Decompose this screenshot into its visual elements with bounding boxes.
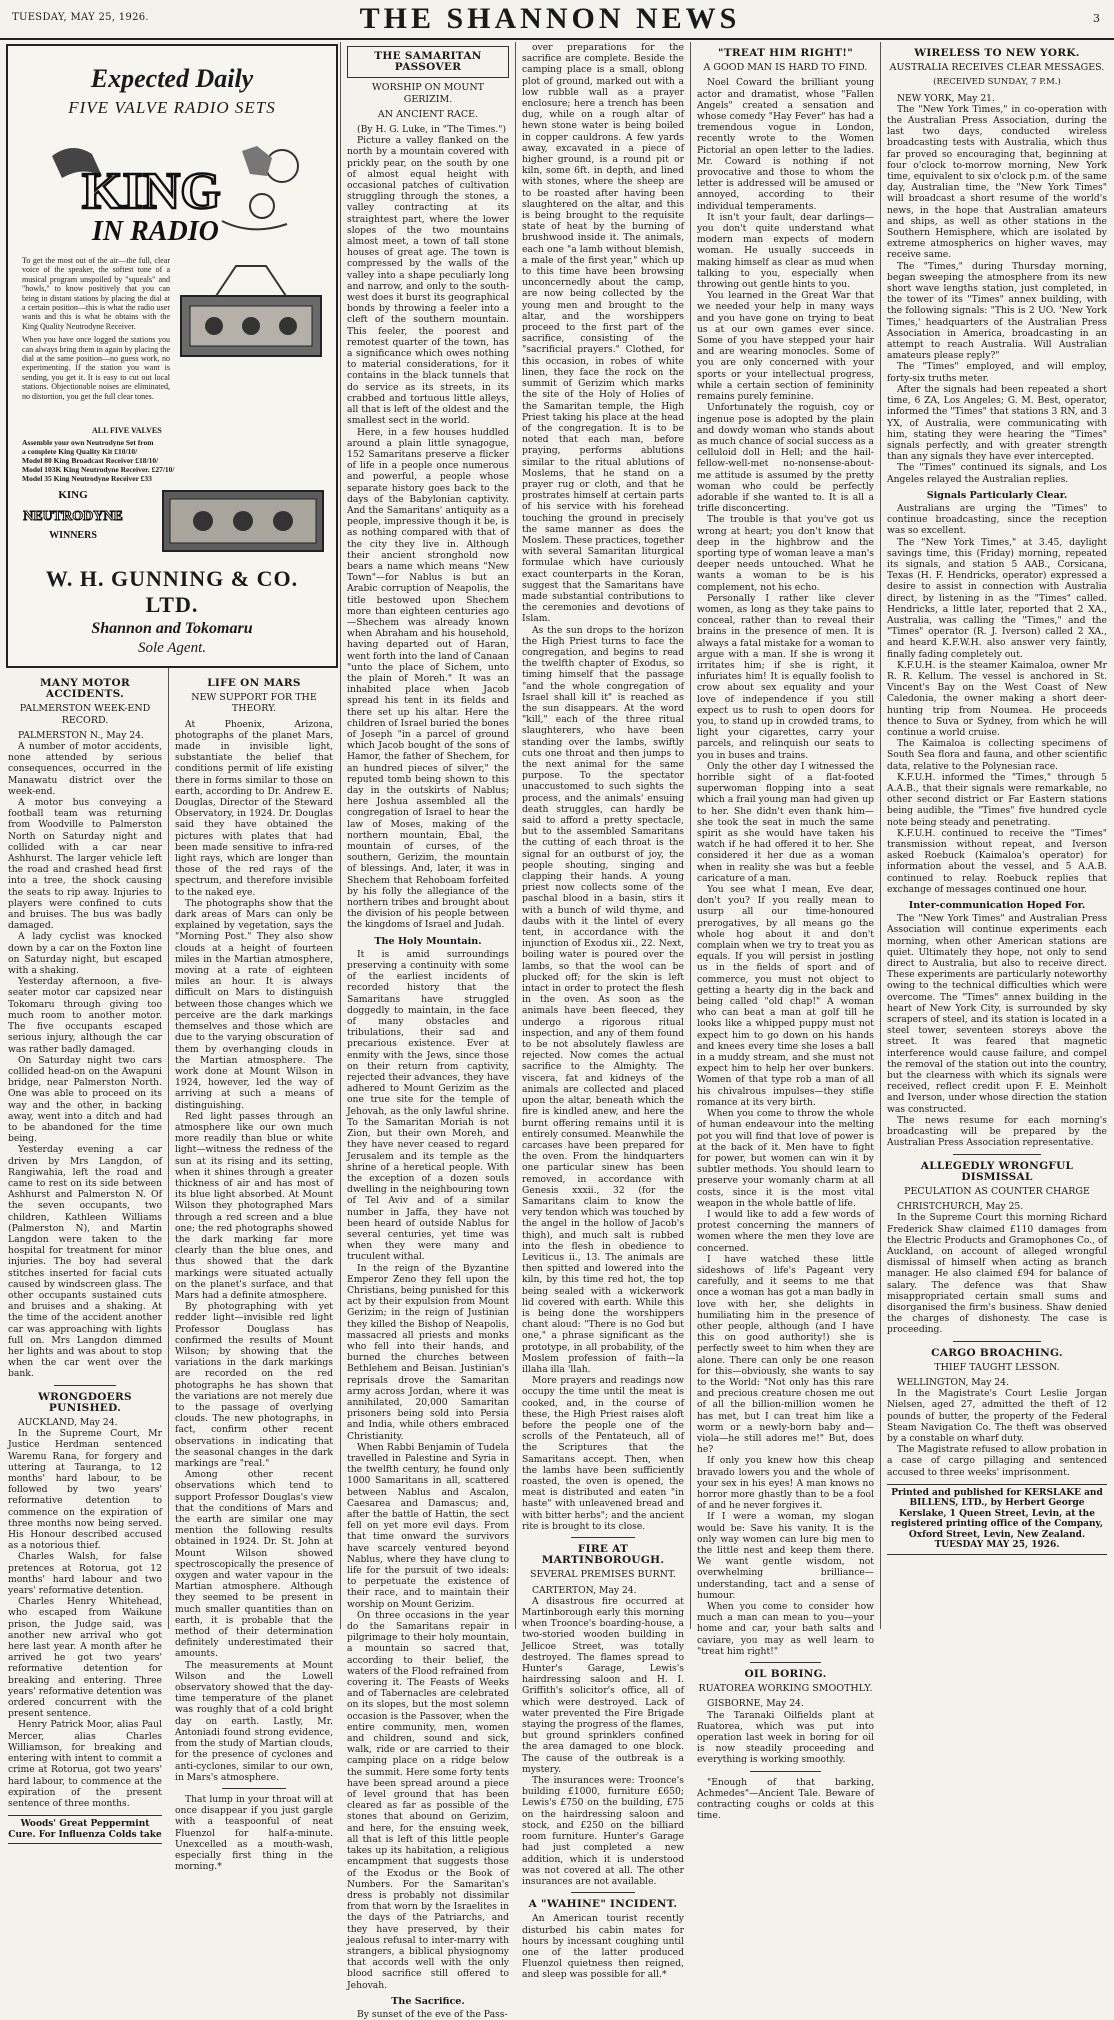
article-paragraph: You learned in the Great War that we needed your help in many ways and you have gone on trying to beat us at our own games ever since. Some of you have stepped your hair and are wearing monocles. Some of you are only concerned with your sports or your intellectual progress, while a certain section of femininity remains purely feminine. — [697, 290, 874, 403]
column-rule — [168, 668, 169, 1629]
article-paragraph: After the signals had been repeated a short time, 6 ZA, Los Angeles; G. M. Best, operator, informed the "Times" that stations 3 RN, and 3 YX, of Australia, were communicating with him, stating they were hearing the "Times" signals perfectly, and with greater strength than any signals they have ever intercepted. — [887, 383, 1107, 463]
divider — [571, 1892, 636, 1893]
article-headline: THE SAMARITAN PASSOVER — [347, 46, 509, 78]
article-paragraph: On three occasions in the year do the Samaritans repair in pilgrimage to their holy mountain, a mountain so sacred that, according to their belief, the waters of the Flood refrained from covering it. The Feasts of Weeks and of Tabernacles are celebrated on its slopes, but the most solemn occasion is the Passover, when the entire community, men, women and children, sound and sick, walk, ride or are carried to their camping place on a ridge below the summit. Here some forty tents have been spread around a piece of level ground that has been cleared as far as possible of the stones that abound on Gerizim, and here, for the ensuing week, all that is left of this little people takes up its habitation, a religious encampment that suggests those of the Exodus or the Book of Numbers. For the Samaritan's dress is probably not dissimilar from that worn by the Israelites in the days of the Patriarchs, and they have preserved, by their jealous refusal to inter-marry with strangers, a biblical physiognomy that accords well with the only blood sacrifice still offered to Jehovah. — [347, 1609, 509, 1991]
article-paragraph: In the Supreme Court this morning Richard Frederick Shaw claimed £110 damages from the Electric Products and Gramophones Co., of Auckland, on account of alleged wrongful dismissal of himself when acting as branch manager. He also claimed £94 for balance of salary. The defence was that Shaw misappropriated certain small sums and disorganised the firm's business. Shaw denied the charges of dishonesty. The case is proceeding. — [887, 1212, 1107, 1336]
ad-paragraph: To get the most out of the air—the full, clear voice of the speaker, the softest tone of a musical program unspoiled by "squeals" and "howls," to know positively that you can bring in distant stations by placing the dial at a certain position—this is what the radio user wants and this is what he obtains with the King Quality Neutrodyne Receiver. — [22, 256, 170, 331]
column-rule — [515, 42, 516, 1629]
article-subheadline: SEVERAL PREMISES BURNT. — [530, 1569, 676, 1581]
article-paragraph: More prayers and readings now occupy the time until the meat is cooked, and, in the course of these, the High Priest raises aloft before the people one of the scrolls of the Pentateuch, all of the Scriptures that the Samaritans accept. Then, when the lambs have been sufficiently roasted, the oven is opened, the meat is distributed and eaten "in haste" with unleavened bread and with bitter herbs"; and the ancient rite is brought to its close. — [522, 1375, 684, 1532]
radio-set-illustration — [176, 261, 326, 361]
article-paragraph: The news resume for each morning's broadcasting will be prepared by the Australian Press Association representative. — [887, 1114, 1107, 1149]
article-paragraph: Picture a valley flanked on the north by a mountain covered with prickly pear, on the south by one of almost equal height with occasional patches of cultivation struggling through the stones, a valley contracting at its straightest part, where the lower slopes of the two mountains almost meet, a town of tall stone houses of great age. The town is compressed by the walls of the valley into a shape peculiarly long and narrow, and only to the south-west does it burst its geographical bonds by throwing a feeler into a cleft of the southern mountain. This feeler, the poorest and remotest quarter of the town, has a significance which owes nothing to material considerations, for it contains in the black tunnels that do service as its streets, in its crabbed and tortuous little alleys, all that is left of the oldest and the smallest sect in the world. — [347, 135, 509, 427]
divider — [222, 1788, 285, 1789]
badge-bottom-text: WINNERS — [49, 530, 97, 541]
article-subheadline: AUSTRALIA RECEIVES CLEAR MESSAGES. — [889, 62, 1105, 74]
valves-heading: ALL FIVE VALVES — [92, 426, 162, 435]
article-paragraph: In the Magistrate's Court Leslie Jorgan Nielsen, aged 27, admitted the theft of 12 pounds of butter, the property of the Federal Steam Navigation Co. The theft was observed by a constable on wharf duty. — [887, 1388, 1107, 1444]
ad-headline: Expected Daily — [90, 64, 254, 93]
article-paragraph: The Taranaki Oilfields plant at Ruatorea, which was put into operation last week in boring for oil is now steadily proceeding and everything is working smoothly. — [697, 1709, 874, 1766]
article-paragraph: The "New York Times" and Australian Press Association will continue experiments each morning, when other American stations are quiet. Ultimately they hope, not only to send direct to Australia, but also to receive direct. These experiments are particularly noteworthy owing to the technical difficulties which were overcome. The "Times" annex building in the heart of New York City, is surrounded by sky scrapers of steel, and its station is located in a steel tower, seventeen storeys above the street. It was feared that magnetic interference would cause failure, and compel the removal of the station out into the country, but the clearness with which its signals were received, reflect credit upon F. E. Meinholt and Iverson, under whose direction the station was constructed. — [887, 913, 1107, 1115]
byline: (By H. G. Luke, in "The Times.") — [357, 124, 507, 136]
dateline: WELLINGTON, May 24. — [897, 1376, 1009, 1388]
article-paragraph: Among other recent observations which tend to support Professor Douglas's view that the conditions of Mars and the earth are similar one may mention the following results obtained in 1924. Dr. St. John at Mount Wilson showed spectroscopically the presence of oxygen and water vapour in the Martian atmosphere. Although they seemed to be present in much smaller quantities than on earth, it is probable that the method of their determination definitely underestimated their amounts. — [175, 1469, 333, 1660]
king-in-radio-illustration — [22, 136, 322, 248]
in-radio-text: IN RADIO — [92, 216, 219, 247]
agent-location: Shannon and Tokomaru — [91, 620, 253, 637]
article-paragraph: The Kaimaloa is collecting specimens of South Sea flora and fauna, and other scientific data, relative to the Polynesian race. — [887, 738, 1107, 772]
article-paragraph: Here, in a few houses huddled around a plain little synagogue, 152 Samaritans preserve a flicker of life in a people once numerous and powerful, a people whose separate history goes back to the days of the Babylonian captivity. And the Samaritans' antiquity as a people, impressive though it be, is as nothing compared with that of the city they live in. Although their ancient stronghold now bears a name which means "New Town"—for Nablus is but an Arabic corruption of Neapolis, the title bestowed upon Shechem more than eighteen centuries ago—Shechem was already known when Abraham and his household, having departed out of Haran, went forth into the land of Canaan "unto the place of Sichem, unto the plain of Moreh." It was an inhabited place when Jacob spread his tent in its fields and there set up his altar. Here the children of Israel buried the bones of Joseph "in a parcel of ground which Jacob bought of the sons of Hamor, the father of Shechem, for an hundred pieces of silver," the reputed tomb being shown to this day in the outskirts of Nablus; here Joshua assembled all the congregation of Israel to hear the law of Moses, making of the northern mountain, Ebal, the mountain of curses, of the southern, Gerizim, the mountain of blessings. And, later, it was in Shechem that Rehoboam forfeited by his folly the allegiance of the northern tribes and brought about the division of his people between the kingdoms of Israel and Judah. — [347, 426, 509, 931]
article-paragraph: The "New York Times," at 3.45, daylight savings time, this (Friday) morning, repeated its signals, and station 5 AAB., Corsicana, Texas (H. F. Hendricks, operator) expressed a desire to assist in connection with Australia direct, by listening in as the "Times" called. Hendricks, a little later, reported that 2 XA., Australia, was calling the "Times," and the "Times" operator (R. J. Iverson) called 2 XA., and heard K.F.W.H. also answer very faintly, finally fading completely out. — [887, 536, 1107, 660]
dateline: GISBORNE, May 24. — [707, 1698, 804, 1710]
article-paragraph: When you come to consider how much a man can mean to you—your home and car, your bath salts and caviare, you may as well learn to "treat him right!" — [697, 1601, 874, 1657]
agent-role: Sole Agent. — [137, 640, 207, 656]
article-subheadline: WORSHIP ON MOUNT GERIZIM. — [372, 82, 484, 105]
article-paragraph: A number of motor accidents, none attended by serious consequences, occurred in the Manawatu district over the week-end. — [8, 741, 162, 797]
column-3 — [347, 42, 509, 2020]
price-line: Model 80 King Broadcast Receiver £18/10/ — [22, 456, 159, 465]
article-paragraph: Charles Walsh, for false pretences at Rotorua, got 12 months' hard labour and two years' reformative detention. — [8, 1551, 162, 1597]
article-paragraph: The "New York Times," in co-operation with the Australian Press Association, during the last two days, conducted wireless broadcasting tests with Australia, which thus far proved so encouraging that, beginning at four o'clock to-morrow morning, New York time, equivalent to six o'clock p.m. of the same day, Australian time, the "New York Times" will broadcast a short resume of the world's news, in the hope that Australian amateurs and ships, as well as other stations in the Southern Hemisphere, which are isolated by extreme atmospherics on higher waves, may receive same. — [887, 103, 1107, 261]
article-paragraph: When you come to throw the whole of human endeavour into the melting pot you will find that love of power is at the back of it. Men have to fight for power, but women can win it by subtler methods. You should learn to preserve your womanly charm at all costs, since it is the most vital weapon in the whole battle of life. — [697, 1108, 874, 1209]
masthead — [0, 0, 1114, 40]
section-subhead: Signals Particularly Clear. — [926, 489, 1068, 501]
article-paragraph: On Saturday night two cars collided head-on on the Awapuni bridge, near Palmerston North. One was able to proceed on its way and the other, in backing away, went into a ditch and had to be abandoned for the time being. — [8, 1054, 162, 1145]
divider — [953, 1341, 1041, 1342]
article-paragraph: Only the other day I witnessed the horrible sight of a flat-footed superwoman flopping into a seat which a frail young man had given up to her. She didn't even thank him—she took the seat in much the same spirit as she would have taken his watch if he had offered it to her. She considered it her due as a woman when in reality she was but a feeble caricature of a man. — [697, 760, 874, 884]
section-subhead: The Holy Mountain. — [374, 935, 482, 947]
article-paragraph: A lady cyclist was knocked down by a car on the Foxton line on Saturday night, but escaped with a shaking. — [8, 931, 162, 977]
article-paragraph: The "Times," during Thursday morning, began sweeping the atmosphere from its new short wave lengths station, just completed, in the tower of its "Times" annex building, with the following signals: "This is 2 UO. 'New York Times,' headquarters of the Australian Press Association in America, broadcasting in an attempt to reach Australia. Will Australian amateurs please reply?" — [887, 260, 1107, 362]
section-subhead: The Sacrifice. — [391, 1995, 465, 2007]
article-subheadline: NEW SUPPORT FOR THE THEORY. — [191, 692, 317, 715]
article-paragraph: By sunset of the eve of the Pass- — [357, 2008, 508, 2020]
radio-advertisement — [6, 44, 338, 668]
article-paragraph: At Phoenix, Arizona, photographs of the planet Mars, made in invisible light, substantiate the belief that conditions permit of life existing there in forms similar to those on earth, according to Dr. Andrew E. Douglas, Director of the Steward Observatory, in 1924. Dr. Douglas said they have obtained the pictures with plates that had been made sensitive to infra-red light rays, which are longer than those of the red rays of the spectrum, and therefore invisible to the naked eye. — [175, 718, 333, 898]
article-paragraph: Red light passes through an atmosphere like our own much more readily than blue or white light—witness the redness of the sun at its rising and its setting, when it shines through a greater thickness of air and has most of its blue light absorbed. At Mount Wilson they photographed Mars through a red screen and a blue one; the red photographs showed the dark marking far more clearly than the blue ones, and thus showed that the dark markings were situated actually on the planet's surface, and that Mars had a definite atmosphere. — [175, 1110, 333, 1301]
printer-imprint: Printed and published for KERSLAKE and BILLENS, LTD., by Herbert George Kerslake, 1 Queen Street, Levin, at the registered printing office of the Company, Oxford Street, Levin, New Zealand. TUESDAY MAY 25, 1926. — [887, 1484, 1107, 1555]
article-paragraph: It isn't your fault, dear darlings—you don't quite understand what modern man expects of modern woman. He usually succeeds in making himself as clear as mud when talking to you, especially when throwing out gentle hints to you. — [697, 211, 874, 291]
article-paragraph: In the Supreme Court, Mr Justice Herdman sentenced Waremu Rana, for forgery and uttering at Tauranga, to 12 months' hard labour, to be followed by two years' reformative detention to commence on the expiration of three months now being served. His Honour described accused as a notorious thief. — [8, 1428, 162, 1552]
article-paragraph: The Magistrate refused to allow probation in a case of cargo pillaging and sentenced accused to three weeks' imprisonment. — [887, 1444, 1107, 1478]
article-paragraph: If I were a woman, my slogan would be: Save his vanity. It is the only way women can lure big men to the little nest and keep them there. We want gentle wisdom, not overwhelming brilliance—understanding, tact and a sense of humour. — [697, 1511, 874, 1601]
article-subheadline: PECULATION AS COUNTER CHARGE — [904, 1185, 1090, 1197]
article-subheadline: THIEF TAUGHT LESSON. — [934, 1361, 1060, 1373]
article-headline: WRONGDOERS PUNISHED. — [38, 1390, 132, 1414]
column-4 — [522, 42, 684, 1981]
divider — [571, 1537, 636, 1538]
article-paragraph: It is amid surroundings preserving a continuity with some of the earliest incidents of recorded history that the Samaritans have struggled doggedly to maintain, in the face of many obstacles and tribulations, their sad and precarious existence. Ever at enmity with the Jews, since those on their return from captivity, rejected their advances, they have adhered to Mount Gerizim as the one true site for the temple of Jehovah, as the only lawful shrine. To the Samaritan Moriah is not Zion, but their own Moreh, and they have never ceased to regard Jerusalem and its temple as the shrine of a heretical people. With the exception of a dozen souls dwelling in the neighbouring town of Tel Aviv and of a similar number in Jaffa, they have not been heard of outside Nablus for several centuries, yet time was when they were many and truculent withal. — [347, 948, 509, 1263]
badge-top-text: KING — [58, 489, 88, 501]
article-paragraph: The "Times" employed, and will employ, forty-six truths meter. — [887, 361, 1107, 384]
article-subheadline: RUATOREA WORKING SMOOTHLY. — [698, 1683, 873, 1695]
article-paragraph: The measurements at Mount Wilson and the Lowell observatory showed that the day-time temperature of the planet was roughly that of a cold bright day on earth. Lastly, Mr. Antoniadi found strong evidence, from the study of Martian clouds, for the presence of cyclones and anti-cyclones, similar to our own, in Mars's atmosphere. — [175, 1659, 333, 1783]
article-paragraph: An American tourist recently disturbed his cabin mates for hours by incessant coughing until one of the latter produced Fluenzol quietness then reigned, and sleep was possible for all.* — [522, 1913, 684, 1981]
section-subhead: Inter-communication Hoped For. — [908, 900, 1086, 912]
article-headline: WIRELESS TO NEW YORK. — [914, 47, 1080, 59]
divider — [54, 1385, 116, 1386]
article-subheadline: PALMERSTON WEEK-END RECORD. — [19, 703, 151, 726]
divider — [953, 1154, 1041, 1155]
article-paragraph: If only you knew how this cheap bravado lowers you and the whole of your sex in his eyes! A man knows no horror more ghastly than to be a fool of and he never forgives it. — [697, 1455, 874, 1512]
dateline: CHRISTCHURCH, May 25. — [897, 1201, 1024, 1213]
ad-subheadline: FIVE VALVE RADIO SETS — [68, 98, 276, 117]
ad-paragraph: When you have once logged the stations you can always bring them in again by placing the dial at the same position—no guess work, no experimenting. If the station you want is sending, you get it. It is easy to cut out local stations. Objectionable noises are eliminated, no distortion, you get the full clear tones. — [22, 335, 170, 401]
article-headline: MANY MOTOR ACCIDENTS. — [40, 677, 130, 701]
article-headline: LIFE ON MARS — [207, 677, 301, 689]
article-headline: "TREAT HIM RIGHT!" — [718, 47, 853, 59]
newspaper-title: THE SHANNON NEWS — [359, 2, 741, 35]
price-line: Model 103K King Neutrodyne Receiver. £27/10/ — [22, 465, 175, 474]
article-paragraph: K.F.U.H. is the steamer Kaimaloa, owner Mr R. R. Kellum. The vessel is anchored in St. Vincent's Bay on the West Coast of New Caledonia, the owner making a short deer-hunting trip from Noumea. He proceeds thence to Suva or Sydney, from which he will continue a world cruise. — [887, 659, 1107, 738]
ad-agent-block — [22, 566, 322, 657]
article-paragraph: That lump in your throat will at once disappear if you just gargle with a teaspoonful of neat Fluenzol for half-a-minute. Unexcelled as a mouth-wash, especially first thing in the morning.* — [175, 1793, 333, 1873]
article-paragraph: K.F.U.H. continued to receive the "Times" transmission without repeat, and Iverson asked Roebuck (Kaimaloa's operator) for information about the vessel, and 5 A.A.B. continued to relay. Roebuck replies that exchange of messages continued one hour. — [887, 827, 1107, 895]
article-paragraph: I have watched these little sideshows of life's Pageant very carefully, and it seems to me that once a woman has got a man badly in love with her, she delights in humiliating him in the presence of other people, although (and I have this on good authority!) she is perfectly sweet to him when they are alone. There can only be one reason for this—obviously, she wants to say to the World: "Not only has this rare and precious creature chosen me out of all the billion-million women he has met, but I can treat him like a worm or a newly-born baby and—viola—he still adores me!" But, does he? — [697, 1253, 874, 1456]
article-headline: FIRE AT MARTINBOROUGH. — [541, 1543, 665, 1567]
article-paragraph: Yesterday afternoon, a five-seater motor car capsized near Tokomaru through giving too much room to another motor. The five occupants escaped serious injury, although the car was rather badly damaged. — [8, 976, 162, 1055]
dateline: AUCKLAND, May 24. — [18, 1417, 118, 1428]
column-rule — [340, 42, 341, 1629]
article-paragraph: The insurances were: Troonce's building £1000, furniture £650; Lewis's £750 on the building, £75 on the hairdressing saloon and stock, and £250 on the billiard room furniture. Hunter's Garage had just completed a new addition, which it is understood was not covered at all. The other insurances are not available. — [522, 1775, 684, 1887]
article-paragraph: You see what I mean, Eve dear, don't you? If you really mean to usurp all our time-honoured prerogatives, by all means go the whole hog about it and don't complain when we try to treat you as equals. If you will persist in jostling us in the fields of sport and of commerce, you must not object to getting a hearty dig in the back and being called "old chap!" A woman who can beat a man at golf till he looks like a whipped puppy must not expect him to go down on his hands and knees every time she loses a ball in a muddy stream, and she must not expect him to help her over bunkers. Women of that type rob a man of all his chivalrous impulses—they stifle romance at its very birth. — [697, 884, 874, 1108]
article-paragraph: The photographs show that the dark areas of Mars can only be explained by vegetation, says the "Morning Post." They also show clouds at a height of fourteen miles in the Martian atmosphere, moving at a rate of eighteen miles an hour. It is always difficult on Mars to distinguish between those changes which we perceive are the dark markings themselves and those which are due to the varying obscuration of them by overhanging clouds in the Martian atmosphere. The work done at Mount Wilson in 1924, however, led the way of arriving at such a means of distinguishing. — [175, 897, 333, 1111]
article-paragraph: The trouble is that you've got us wrong at heart; you don't know that deep in the highbrow and the sporting type of woman leave a man's deeper needs untouched. What he wants a woman to be is his complement, not his echo. — [697, 514, 874, 593]
received-note: (RECEIVED SUNDAY, 7 P.M.) — [933, 77, 1061, 88]
radio-cabinet-illustration — [158, 481, 328, 561]
dateline: CARTERTON, May 24. — [532, 1584, 637, 1596]
article-paragraph: Henry Patrick Moor, alias Paul Mercer, alias Charles Williamson, for breaking and entering with intent to commit a crime at Rotorua, got two years' hard labour, to commence at the expiration of the present sentence of three months. — [8, 1719, 162, 1809]
divider — [750, 1662, 821, 1663]
column-rule — [880, 42, 881, 1629]
article-paragraph: A motor bus conveying a football team was returning from Woodville to Palmerston North on Saturday night and collided with a car near Ashhurst. The larger vehicle left the road and crashed head first into a tree, the shock causing the seats to rip away. Injuries to players were confined to cuts and bruises. The bus was badly damaged. — [8, 797, 162, 932]
badge-mid-text: NEUTRODYNE — [23, 509, 123, 524]
article-headline: ALLEGEDLY WRONGFUL DISMISSAL — [920, 1159, 1074, 1183]
article-headline: CARGO BROACHING. — [931, 1346, 1063, 1359]
article-paragraph: Yesterday evening a car driven by Mrs Langdon, of Rangiwahia, left the road and came to rest on its side between Ashhurst and Palmerston N. Of the seven occupants, two children, Kathleen Williams (Palmerston N), and Martin Langdon were taken to the hospital for treatment for minor injuries. The boy had several stitches inserted for facial cuts caused by windscreen glass. The other occupants sustained cuts and bruises and a shaking. At the time of the accident another car was approaching with lights full on. Mrs Langdon dimmed her lights and was about to stop when the car went over the bank. — [8, 1144, 162, 1380]
price-line: Assemble your own Neutrodyne Set from — [22, 438, 154, 447]
article-paragraph: A disastrous fire occurred at Martinborough early this morning when Troonce's boarding-house, a two-storied wooden building in Jellicoe Street, was totally destroyed. The flames spread to Hunter's Garage, Lewis's hairdressing saloon and H. I. Griffith's solicitor's office, all of which were destroyed. Lack of water prevented the Fire Brigade staying the progress of the flames, but ground sprinklers confined the area damaged to one block. The cause of the outbreak is a mystery. — [522, 1595, 684, 1775]
issue-date: TUESDAY, MAY 25, 1926. — [12, 12, 149, 23]
advert-snippet: Woods' Great Peppermint Cure. For Influenza Colds take — [8, 1815, 162, 1844]
price-list — [22, 438, 242, 483]
article-paragraph: Charles Henry Whitehead, who escaped from Waikune prison, the Judge said, was another new arrival who got here last year. A month after he arrived he got two years' reformative detention for breaking and entering. Three years' reformative detention was ordered concurrent with the present sentence. — [8, 1596, 162, 1720]
article-headline: A "WAHINE" INCIDENT. — [528, 1898, 678, 1911]
column-rule — [690, 42, 691, 1629]
column-6 — [887, 42, 1107, 1629]
article-paragraph: By photographing with yet redder light—invisible red light Professor Douglass has confirmed the results of Mount Wilson; by showing that the variations in the dark markings are recorded on the red photographs he has shown that the variations are not merely due to the passage of overlying clouds. The new photographs, in fact, confirm other recent observations in indicating that the seasonal changes in the dark markings are "real." — [175, 1301, 333, 1470]
article-headline: OIL BORING. — [744, 1668, 827, 1681]
article-paragraph: K.F.U.H. informed the "Times," through 5 A.A.B., that their signals were remarkable, no other second district or Far Eastern stations being audible, the "Times" five hundred cycle note being steady and penetrating. — [887, 771, 1107, 828]
article-paragraph: I would like to add a few words of protest concerning the manners of women where the men they love are concerned. — [697, 1208, 874, 1254]
article-paragraph: Personally I rather like clever women, as long as they take pains to conceal, rather than to reveal their brains in the presence of men. It is always a fatal mistake for a woman to argue with a man. If she is wrong it irritates him; if she is right, it infuriates him! It is equally foolish to crow about sex equality and your love of independence if you still expect us to rush to open doors for you, to stand up in crowded trams, to light your cigarettes, carry your parcels, and relinquish our seats to you in buses and trains. — [697, 592, 874, 761]
agent-name: W. H. GUNNING & CO. LTD. — [45, 566, 299, 617]
divider — [750, 1771, 821, 1772]
article-paragraph: As the sun drops to the horizon the High Priest turns to face the congregation, and begins to read the twelfth chapter of Exodus, so timing himself that the passage "and the whole congregation of Israel shall kill it" is reached as the sun disappears. At the word "kill," each of the three ritual slaughterers, who have been standing over the lambs, swiftly cuts one throat and then jumps to the next animal for the same purpose. To the spectator unaccustomed to such sights the process, and the animals' ensuing death struggles, can hardly be said to afford a pretty spectacle, but to the assembled Samaritans the cutting of each throat is the signal for an outburst of joy, the people shouting, singing and clapping their hands. A young priest now collects some of the paschal blood in a basin, stirs it with a bunch of wild thyme, and daubs with it the lintel of every tent, in accordance with the injunction of Exodus xii., 22. Next, boiling water is poured over the lambs, so that the wool can be plucked off; for the skin is left intact in order to protect the flesh in the oven. As soon as the animals have been fleeced, they undergo a rigorous ritual inspection, and any of them found to be not absolutely flawless are rejected. Now comes the actual sacrifice to the Almighty. The viscera, fat and kidneys of the animals are collected and placed upon the altar, beneath which the fire is kindled anew, and here the burnt offering remains until it is entirely consumed. Meanwhile the carcases have been prepared for the oven. From the hindquarters one particular sinew has been removed, in accordance with Genesis xxxii., 32 (for the Samaritans claim to know the very tendon which was touched by the angel in the hollow of Jacob's thigh), and much salt is rubbed into the flesh in obedience to Leviticus ii., 13. The animals are then spitted and lowered into the kiln, by this time red hot, the top being sealed with a wickerwork lid covered with earth. While this is being done the worshippers chant aloud: "There is no God but one," a phrase significant as the prototype, in all probability, of the Moslem profession of faith—la illaha illa 'llah. — [522, 624, 684, 1375]
article-paragraph: Noel Coward the brilliant young actor and dramatist, whose "Fallen Angels" created a sensation and whose comedy "Hay Fever" has had a tremendous vogue in London, recently wrote to the Women Pictorial an open letter to the ladies. Mr. Coward is nothing if not provocative and those to whom the letter is addressed will be amused or annoyed, according to their individual temperaments. — [697, 77, 874, 212]
dateline: NEW YORK, May 21. — [897, 92, 995, 104]
article-subheadline: AN ANCIENT RACE. — [377, 108, 479, 120]
article-paragraph: "Enough of that barking, Achmedes"—Ancient Tale. Beware of contracting coughs or colds at this time. — [697, 1776, 874, 1822]
article-paragraph: The "Times" continued its signals, and Los Angeles relayed the Australian replies. — [887, 462, 1107, 485]
article-paragraph: over preparations for the sacrifice are complete. Beside the camping place is a small, oblong plot of ground, marked out with a low rubble wall as a prayer enclosure; here a trench has been dug, while on a rough altar of hewn stone water is being boiled in copper cauldrons. A few yards away, excavated in a piece of higher ground, is a round pit or kiln, some 6ft. in depth, and lined with stones, where the sheep are to be roasted after having been slaughtered on the altar, and this is being brought to the requisite state of heat by the burning of brushwood inside it. The animals, each one "a lamb without blemish, a male of the first year," which up to this time have been browsing unconcernedly about the camp, are now being collected by the young men and brought to the altar, and the worshippers proceed to the first part of the sacrifice, consisting of the "sacrificial prayers." Clothed, for this occasion, in robes of white linen, they face the rock on the summit of Gerizim which marks the site of the Holy of Holies of the Samaritan temple, the High Priest taking his place at the head of the congregation. It is to be noted that each man, before praying, performs ablutions similar to the ritual ablutions of Moslems, that he stand on a prayer rug or cloth, and that he prostrates himself at certain parts of his service with his forehead touching the ground in precisely the same manner as does the Moslem. These practices, together with several Samaritan liturgical formulae which have curiously exact counterparts in the Koran, suggest that the Samaritans have made substantial contributions to the ceremonies and devotions of Islam. — [522, 42, 684, 625]
king-neutrodyne-badge — [23, 484, 123, 554]
article-paragraph: Australians are urging the "Times" to continue broadcasting, since the reception was so excellent. — [887, 502, 1107, 537]
article-paragraph: Unfortunately the roguish, coy or ingenue pose is adopted by the plain and dowdy woman who stands about as much chance of social success as a celluloid doll in Hell; and the hail-fellow-well-met no-nonsense-about-me attitude is assumed by the pretty woman who could be perfectly adorable if she wanted to. It is all a trifle disconcerting. — [697, 402, 874, 515]
article-subheadline: A GOOD MAN IS HARD TO FIND. — [703, 62, 868, 74]
article-paragraph: When Rabbi Benjamin of Tudela travelled in Palestine and Syria in the twelfth century, he found only 1000 Samaritans in all, scattered between Nablus and Ascalon, Caesarea and Damascus; and, after the battle of Hattin, the sect fell on yet more evil days. From that time onward the survivors have scarcely ventured beyond Nablus, where they have clung to life for the pursuit of two ideals: to perpetuate the existence of their race, and to maintain their worship on Mount Gerizim. — [347, 1441, 509, 1610]
ad-copy — [22, 256, 170, 405]
price-line: Model 35 King Neutrodyne Receiver £33 — [22, 474, 152, 483]
column-2 — [175, 672, 333, 1873]
column-5 — [697, 42, 874, 1822]
column-1 — [8, 672, 162, 1840]
page-number: 3 — [1093, 12, 1100, 25]
article-paragraph: In the reign of the Byzantine Emperor Zeno they fell upon the Christians, being punished for this act by their expulsion from Mount Gerizim; in the reign of Justinian they killed the Bishop of Neapolis, massacred all priests and monks who fell into their hands, and burned the churches between Bethlehem and Beisan. Justinian's reprisals drove the Samaritan army across Jordan, where it was annihilated, 20,000 Samaritan prisoners being sold into Persia and India, while others embraced Christianity. — [347, 1262, 509, 1442]
dateline: PALMERSTON N., May 24. — [18, 729, 144, 741]
price-line: a complete King Quality Kit £10/10/ — [22, 447, 138, 456]
king-brand-text: KING — [82, 163, 221, 220]
